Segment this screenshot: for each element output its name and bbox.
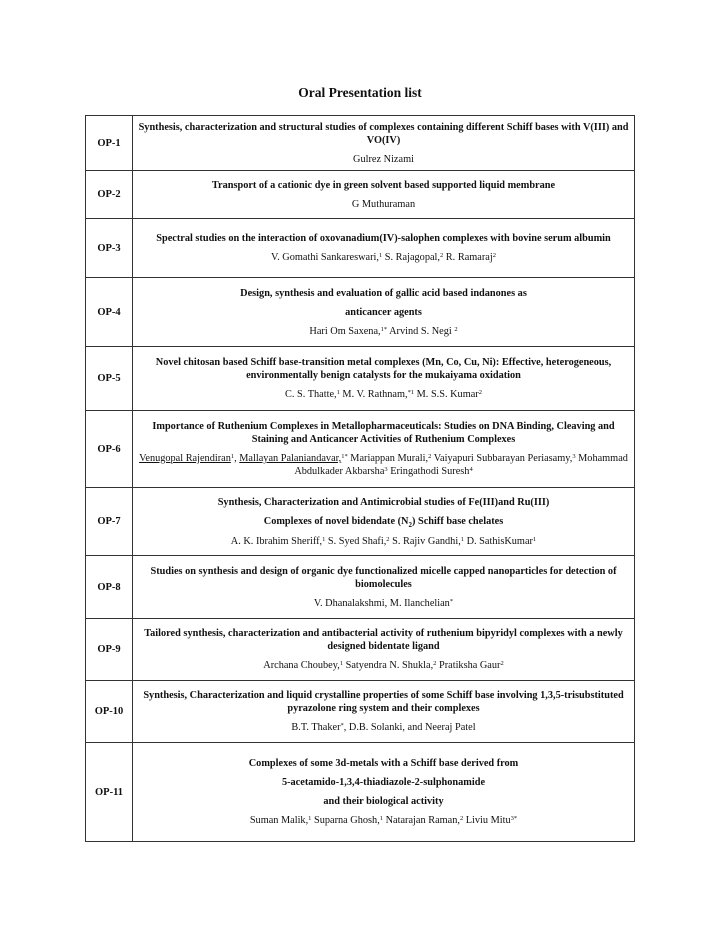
author-affiliation: 2 <box>386 535 390 543</box>
entry-code: OP-1 <box>86 116 133 171</box>
table-row <box>86 219 635 278</box>
entry-title-line: anticancer agents <box>345 306 422 318</box>
entry-cell <box>133 556 635 619</box>
author-name: Arvind S. Negi <box>387 325 455 337</box>
entry-title: Novel chitosan based Schiff base-transition metal complexes (Mn, Co, Cu, Ni): Effective, heterogeneous, environmentally benign catalysts for the mukaiyama oxidation <box>155 357 612 381</box>
entry-authors: Gulrez Nizami <box>353 153 414 165</box>
author-name: Satyendra N. Shukla, <box>343 660 434 671</box>
author-name: Hari Om Saxena, <box>309 325 381 337</box>
entry-cell <box>133 743 635 842</box>
author-affiliation: 1 <box>230 453 235 460</box>
author-affiliation: 1 <box>322 535 326 543</box>
entry-code: OP-5 <box>86 347 133 411</box>
author-affiliation: 2 <box>428 453 432 460</box>
table-row <box>86 116 635 171</box>
table-row <box>86 411 635 488</box>
entry-title-line <box>133 515 634 529</box>
table-row <box>86 171 635 219</box>
author-name: Archana Choubey, <box>263 660 340 671</box>
entry-title-line: Design, synthesis and evaluation of gallic acid based indanones as <box>240 287 527 299</box>
entry-authors <box>133 721 634 734</box>
presentation-table <box>85 115 635 842</box>
entry-cell <box>133 347 635 411</box>
entry-cell <box>133 171 635 219</box>
entry-cell <box>133 681 635 743</box>
author-affiliation: 2 <box>500 660 504 667</box>
title-text: Complexes of novel bidendate (N <box>263 515 409 527</box>
entry-title: Spectral studies on the interaction of oxovanadium(IV)-salophen complexes with bovine serum albumin <box>156 233 611 244</box>
author-name: C. S. Thatte, <box>285 389 337 400</box>
entry-title-line: 5-acetamido-1,3,4-thiadiazole-2-sulphonamide <box>281 777 486 788</box>
author-name: Venugopal Rajendiran <box>139 453 231 464</box>
entry-title: Synthesis, characterization and structural studies of complexes containing different Schiff bases with V(III) and VO(IV) <box>138 121 629 146</box>
author-affiliation: 2 <box>478 389 482 396</box>
author-affiliation: 1* <box>341 453 348 460</box>
entry-title: Tailored synthesis, characterization and antibacterial activity of ruthenium bipyridyl complexes with a newly designed bidentate ligand <box>144 628 623 652</box>
table-row <box>86 743 635 842</box>
entry-title: Transport of a cationic dye in green solvent based supported liquid membrane <box>211 179 556 191</box>
entry-cell <box>133 116 635 171</box>
entry-cell <box>133 488 635 556</box>
author-affiliation: 3 <box>572 453 576 460</box>
entry-authors <box>133 535 634 548</box>
entry-code: OP-10 <box>86 681 133 743</box>
entry-title: Studies on synthesis and design of organic dye functionalized micelle capped nanoparticles for detection of biomolecules <box>150 565 617 590</box>
author-name: M. S.S. Kumar <box>414 389 479 400</box>
entry-code: OP-11 <box>86 743 133 842</box>
author-name: D. SathisKumar <box>464 535 533 547</box>
author-affiliation: 2 <box>433 660 437 667</box>
table-row <box>86 556 635 619</box>
title-text: ) Schiff base chelates <box>412 515 504 527</box>
table-row <box>86 681 635 743</box>
entry-cell <box>133 411 635 488</box>
author-name: Pratiksha Gaur <box>436 660 501 671</box>
author-affiliation: 1 <box>532 535 537 543</box>
entry-authors <box>133 814 634 827</box>
entry-authors <box>133 251 634 264</box>
author-name: S. Rajiv Gandhi, <box>389 535 461 547</box>
author-name: Suman Malik, <box>249 815 309 826</box>
entry-cell <box>133 278 635 347</box>
entry-cell <box>133 619 635 681</box>
author-name: R. Ramaraj <box>443 252 493 263</box>
entry-authors <box>133 597 634 610</box>
author-affiliation: 1 <box>336 389 340 396</box>
entry-code: OP-6 <box>86 411 133 488</box>
author-affiliation: 1 <box>379 815 384 822</box>
author-name: S. Rajagopal, <box>382 252 440 263</box>
author-affiliation: 1* <box>380 325 388 333</box>
table-row <box>86 347 635 411</box>
author-affiliation: 3* <box>510 815 518 822</box>
author-name: Suparna Ghosh, <box>311 815 380 826</box>
entry-code: OP-7 <box>86 488 133 556</box>
entry-title-line: Synthesis, Characterization and Antimicrobial studies of Fe(III)and Ru(III) <box>217 496 550 508</box>
entry-title-line: and their biological activity <box>323 796 444 807</box>
entry-cell <box>133 219 635 278</box>
table-row <box>86 278 635 347</box>
table-row <box>86 488 635 556</box>
entry-code: OP-4 <box>86 278 133 347</box>
author-name: V. Dhanalakshmi, M. Ilanchelian <box>313 597 450 609</box>
author-name: Eringathodi Suresh <box>387 466 470 477</box>
author-name: A. K. Ibrahim Sheriff, <box>230 535 323 547</box>
entry-authors: G Muthuraman <box>351 198 416 210</box>
author-affiliation: 4 <box>469 466 473 473</box>
entry-authors: Venugopal Rajendiran$^1$, Mallayan Palaniandavar,$^{1*}$ Mariappan Murali,$^2$ Vaiyapuri Subbarayan Periasamy,$^3$ Mohammad Abdulkader Akbarsha$^3$ Eringathodi Suresh$^4$ <box>139 453 628 477</box>
author-name: Liviu Mitu <box>463 815 511 826</box>
author-affiliation: 1 <box>339 660 344 667</box>
entry-title: Importance of Ruthenium Complexes in Metallopharmaceuticals: Studies on DNA Binding, Cleaving and Staining and Anticancer Activities of Ruthenium Complexes <box>152 421 615 445</box>
author-affiliation: 1 <box>378 252 383 259</box>
table-row <box>86 619 635 681</box>
author-affiliation: 3 <box>384 466 388 473</box>
entry-title: Synthesis, Characterization and liquid crystalline properties of some Schiff base involving 1,3,5-trisubstituted pyrazolone ring system and their complexes <box>143 690 624 714</box>
entry-title-line: Complexes of some 3d-metals with a Schiff base derived from <box>248 758 519 769</box>
entry-code: OP-2 <box>86 171 133 219</box>
author-name: V. Gomathi Sankareswari, <box>271 252 379 263</box>
entry-code: OP-8 <box>86 556 133 619</box>
title-subscript: 2 <box>408 520 412 529</box>
author-name: Mallayan Palaniandavar, <box>239 453 342 464</box>
author-name: B.T. Thaker <box>291 722 341 733</box>
entry-code: OP-9 <box>86 619 133 681</box>
author-name: Mariappan Murali, <box>347 453 429 464</box>
entry-authors <box>133 388 634 401</box>
author-affiliation: 2 <box>439 252 444 259</box>
author-name: S. Syed Shafi, <box>325 535 387 547</box>
author-affiliation: 2 <box>454 325 458 333</box>
author-name: Mohammad Abdulkader Akbarsha <box>294 453 628 477</box>
author-affiliation: * <box>340 722 344 729</box>
author-affiliation: * <box>449 597 454 605</box>
page-title: Oral Presentation list <box>298 85 422 100</box>
author-name: Vaiyapuri Subbarayan Periasamy, <box>431 453 573 464</box>
author-affiliation: 1 <box>460 535 465 543</box>
author-affiliation: 2 <box>492 252 496 259</box>
author-affiliation: 1 <box>308 815 312 822</box>
author-affiliation: *1 <box>407 389 415 396</box>
entry-code: OP-3 <box>86 219 133 278</box>
entry-authors <box>133 659 634 672</box>
entry-authors <box>133 325 634 338</box>
author-name: Natarajan Raman, <box>383 815 460 826</box>
author-name: , D.B. Solanki, and Neeraj Patel <box>343 722 476 733</box>
author-name: M. V. Rathnam, <box>339 389 408 400</box>
author-affiliation: 2 <box>459 815 464 822</box>
